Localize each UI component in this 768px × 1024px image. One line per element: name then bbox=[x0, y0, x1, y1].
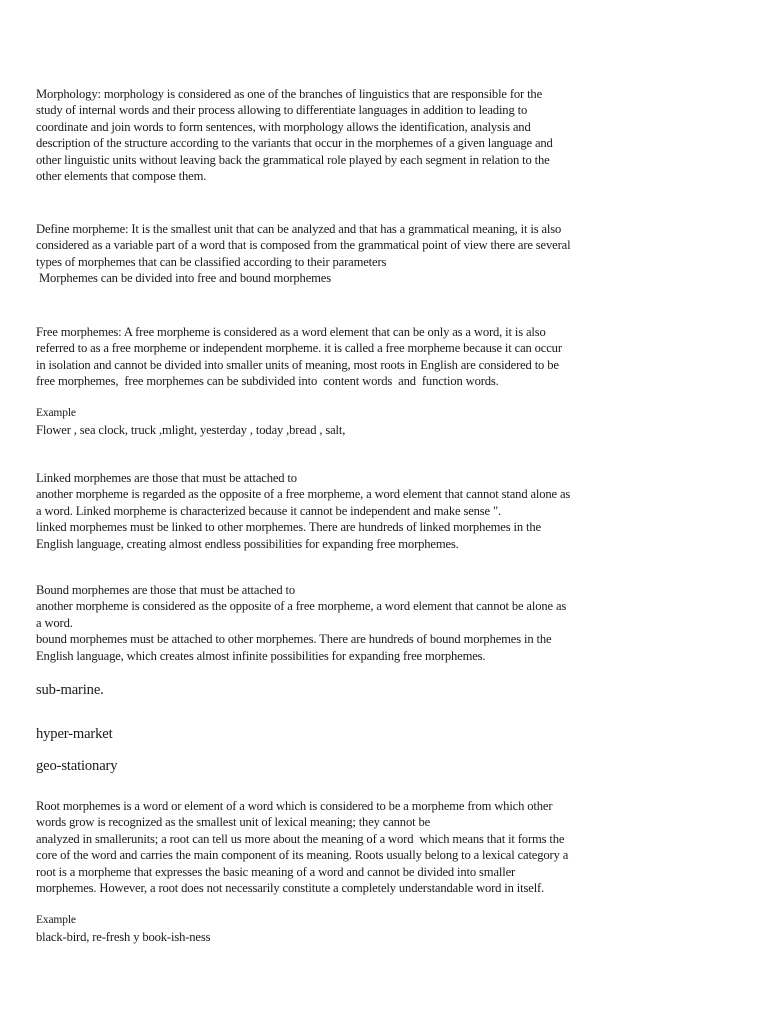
text-line: bound morphemes must be attached to other morphemes. There are hundreds of bound morphemes in the bbox=[36, 632, 552, 647]
text-line: morphemes. However, a root does not necessarily constitute a completely understandable word in itself. bbox=[36, 881, 545, 896]
text-line: Morphemes can be divided into free and bound morphemes bbox=[36, 271, 331, 286]
text-line: Root morphemes is a word or element of a word which is considered to be a morpheme from which other bbox=[36, 799, 553, 813]
text-line: in isolation and cannot be divided into smaller units of meaning, most roots in English are considered to be bbox=[36, 357, 559, 372]
bound-example-item: geo-stationary bbox=[36, 758, 118, 774]
text-line: root is a morpheme that expresses the basic meaning of a word and cannot be divided into smaller bbox=[36, 864, 516, 879]
text-line: words grow is recognized as the smallest unit of lexical meaning; they cannot be bbox=[36, 815, 431, 830]
text-line: English language, which creates almost infinite possibilities for expanding free morphemes. bbox=[36, 648, 486, 663]
text-line: considered as a variable part of a word that is composed from the grammatical point of view there are several bbox=[36, 238, 571, 253]
example-label-1: Example bbox=[36, 407, 76, 419]
text-line: Free morphemes: A free morpheme is considered as a word element that can be only as a word, it is also bbox=[36, 325, 546, 339]
text-line: English language, creating almost endless possibilities for expanding free morphemes. bbox=[36, 536, 459, 551]
example-label-2: Example bbox=[36, 914, 76, 926]
text-line: analyzed in smallerunits; a root can tell us more about the meaning of a word which means that it forms the bbox=[36, 831, 565, 846]
text-line: referred to as a free morpheme or independent morpheme. it is called a free morpheme because it can occur bbox=[36, 341, 562, 356]
text-line: core of the word and carries the main component of its meaning. Roots usually belong to a lexical category a bbox=[36, 848, 569, 863]
text-line: another morpheme is considered as the opposite of a free morpheme, a word element that cannot be alone as bbox=[36, 599, 567, 614]
root-morphemes-paragraph bbox=[36, 798, 646, 896]
linked-morphemes-paragraph bbox=[36, 470, 646, 552]
text-line: Bound morphemes are those that must be attached to bbox=[36, 583, 295, 597]
text-line: a word. Linked morpheme is characterized because it cannot be independent and make sense ". bbox=[36, 503, 501, 518]
text-line: Morphology: morphology is considered as one of the branches of linguistics that are responsible for the bbox=[36, 87, 543, 101]
text-line: Define morpheme: It is the smallest unit that can be analyzed and that has a grammatical meaning, it is also bbox=[36, 222, 562, 236]
text-line: another morpheme is regarded as the opposite of a free morpheme, a word element that cannot stand alone as bbox=[36, 487, 571, 502]
text-line: free morphemes, free morphemes can be subdivided into content words and function words. bbox=[36, 374, 499, 389]
text-line: description of the structure according to the variants that occur in the morphemes of a given language and bbox=[36, 136, 553, 151]
text-line: types of morphemes that can be classified according to their parameters bbox=[36, 254, 387, 269]
text-line: a word. bbox=[36, 615, 73, 630]
example-text-1: Flower , sea clock, truck ,mlight, yesterday , today ,bread , salt, bbox=[36, 423, 346, 437]
bound-example-item: sub-marine. bbox=[36, 682, 104, 698]
text-line: coordinate and join words to form sentences, with morphology allows the identification, analysis and bbox=[36, 119, 531, 134]
text-line: linked morphemes must be linked to other morphemes. There are hundreds of linked morphemes in the bbox=[36, 520, 541, 535]
text-line: other elements that compose them. bbox=[36, 169, 207, 184]
text-line: study of internal words and their process allowing to differentiate languages in addition to leading to bbox=[36, 103, 528, 118]
example-text-2: black-bird, re-fresh y book-ish-ness bbox=[36, 930, 211, 944]
define-morpheme-paragraph bbox=[36, 221, 646, 287]
bound-example-item: hyper-market bbox=[36, 726, 113, 742]
text-line: other linguistic units without leaving back the grammatical role played by each segment in relation to the bbox=[36, 152, 550, 167]
bound-morphemes-paragraph bbox=[36, 582, 646, 664]
text-line: Linked morphemes are those that must be attached to bbox=[36, 471, 297, 485]
morphology-paragraph bbox=[36, 86, 646, 184]
free-morphemes-paragraph bbox=[36, 324, 646, 390]
